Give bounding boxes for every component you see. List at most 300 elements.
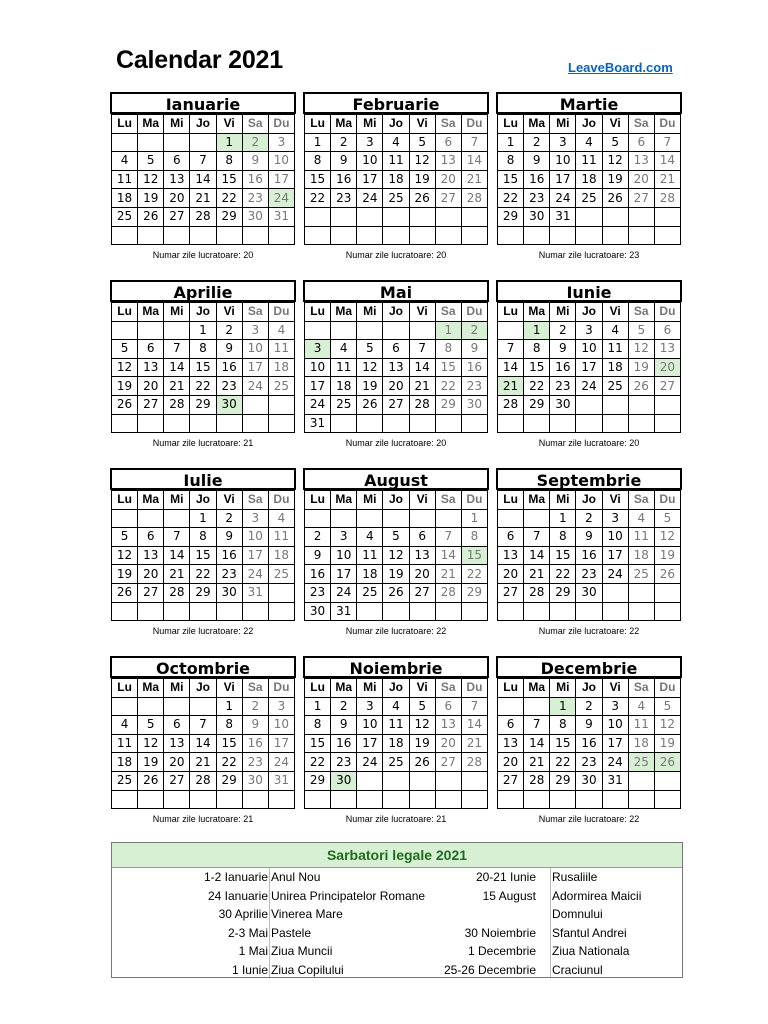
day-name: Ma — [138, 115, 164, 134]
empty-cell — [164, 414, 190, 433]
day-cell: 9 — [576, 528, 602, 547]
day-cell: 30 — [524, 207, 550, 226]
empty-cell — [357, 771, 383, 790]
day-cell: 8 — [216, 152, 242, 171]
day-name: Sa — [435, 303, 461, 322]
day-cell: 24 — [550, 189, 576, 208]
day-cell: 2 — [576, 509, 602, 528]
day-cell: 20 — [498, 565, 524, 584]
day-cell: 14 — [164, 546, 190, 565]
day-cell: 26 — [628, 377, 654, 396]
day-cell: 3 — [357, 697, 383, 716]
day-cell: 24 — [357, 189, 383, 208]
day-cell: 13 — [628, 152, 654, 171]
day-cell: 11 — [112, 734, 138, 753]
day-name: Ma — [331, 491, 357, 510]
empty-cell — [409, 771, 435, 790]
day-cell: 4 — [268, 509, 294, 528]
day-cell: 30 — [576, 583, 602, 602]
month-name: Februarie — [303, 92, 489, 114]
day-name: Sa — [242, 491, 268, 510]
holiday-row — [112, 924, 682, 943]
empty-cell — [242, 226, 268, 245]
day-cell: 27 — [409, 583, 435, 602]
empty-cell — [305, 509, 331, 528]
day-cell: 17 — [357, 734, 383, 753]
day-name: Vi — [602, 491, 628, 510]
month-name: Septembrie — [496, 468, 682, 490]
day-name: Jo — [190, 491, 216, 510]
month-mai — [304, 280, 488, 433]
day-cell: 26 — [654, 753, 680, 772]
day-cell: 2 — [331, 133, 357, 152]
empty-cell — [190, 790, 216, 809]
day-name: Vi — [216, 303, 242, 322]
day-cell: 24 — [305, 395, 331, 414]
day-cell: 14 — [190, 734, 216, 753]
day-cell: 6 — [498, 716, 524, 735]
empty-cell — [216, 226, 242, 245]
day-cell: 14 — [524, 546, 550, 565]
day-cell: 14 — [164, 358, 190, 377]
day-cell: 20 — [164, 189, 190, 208]
empty-cell — [138, 414, 164, 433]
empty-cell — [602, 602, 628, 621]
day-cell: 8 — [524, 340, 550, 359]
day-cell: 31 — [602, 771, 628, 790]
empty-cell — [654, 226, 680, 245]
day-name: Du — [268, 115, 294, 134]
month-septembrie — [497, 468, 681, 621]
day-cell: 29 — [216, 207, 242, 226]
working-days-count: Numar zile lucratoare: 20 — [345, 438, 447, 448]
day-cell: 23 — [242, 753, 268, 772]
day-cell: 16 — [242, 734, 268, 753]
day-cell: 29 — [216, 771, 242, 790]
day-cell: 21 — [461, 170, 487, 189]
empty-cell — [602, 414, 628, 433]
working-days-count: Numar zile lucratoare: 22 — [538, 626, 640, 636]
day-cell: 7 — [190, 716, 216, 735]
day-name: Jo — [576, 491, 602, 510]
day-name: Du — [654, 491, 680, 510]
empty-cell — [409, 321, 435, 340]
empty-cell — [461, 226, 487, 245]
month-name: Decembrie — [496, 656, 682, 678]
empty-cell — [357, 790, 383, 809]
empty-cell — [461, 790, 487, 809]
day-cell: 1 — [305, 697, 331, 716]
holiday-date: 2-3 Mai — [227, 925, 268, 940]
day-cell: 19 — [654, 546, 680, 565]
day-name: Vi — [216, 491, 242, 510]
day-cell: 12 — [654, 528, 680, 547]
empty-cell — [550, 790, 576, 809]
day-name: Mi — [357, 115, 383, 134]
day-name: Lu — [305, 679, 331, 698]
empty-cell — [331, 207, 357, 226]
day-cell: 13 — [164, 734, 190, 753]
day-cell: 24 — [331, 583, 357, 602]
day-cell: 20 — [138, 565, 164, 584]
day-cell: 5 — [409, 133, 435, 152]
day-cell: 11 — [576, 152, 602, 171]
empty-cell — [138, 133, 164, 152]
day-cell: 22 — [305, 189, 331, 208]
day-name: Ma — [331, 115, 357, 134]
holiday-date: 1 Decembrie — [467, 944, 536, 959]
month-februarie — [304, 92, 488, 245]
day-cell: 28 — [190, 207, 216, 226]
day-cell: 13 — [164, 170, 190, 189]
day-cell: 6 — [435, 697, 461, 716]
empty-cell — [138, 697, 164, 716]
day-cell: 26 — [654, 565, 680, 584]
day-cell: 27 — [138, 583, 164, 602]
day-cell: 26 — [357, 395, 383, 414]
day-name: Sa — [628, 115, 654, 134]
day-cell: 17 — [576, 358, 602, 377]
day-cell: 24 — [602, 565, 628, 584]
day-name: Mi — [357, 491, 383, 510]
empty-cell — [357, 321, 383, 340]
empty-cell — [435, 602, 461, 621]
empty-cell — [409, 207, 435, 226]
day-cell: 12 — [602, 152, 628, 171]
day-cell: 20 — [164, 753, 190, 772]
day-cell: 31 — [268, 207, 294, 226]
day-cell: 6 — [164, 716, 190, 735]
day-name: Jo — [383, 115, 409, 134]
holiday-date: 25-26 Decembrie — [443, 962, 536, 977]
page-title: Calendar 2021 — [116, 46, 283, 74]
day-cell: 30 — [242, 207, 268, 226]
day-cell: 5 — [654, 509, 680, 528]
empty-cell — [357, 602, 383, 621]
holiday-date: 15 August — [482, 888, 536, 903]
day-cell: 5 — [138, 152, 164, 171]
empty-cell — [524, 790, 550, 809]
day-cell: 6 — [435, 133, 461, 152]
month-name: August — [303, 468, 489, 490]
day-cell: 27 — [164, 207, 190, 226]
empty-cell — [383, 602, 409, 621]
day-cell: 29 — [461, 583, 487, 602]
day-cell: 20 — [409, 565, 435, 584]
day-name: Du — [654, 115, 680, 134]
empty-cell — [435, 226, 461, 245]
day-name: Mi — [164, 491, 190, 510]
empty-cell — [112, 697, 138, 716]
empty-cell — [112, 602, 138, 621]
day-cell: 24 — [268, 753, 294, 772]
day-cell: 6 — [383, 340, 409, 359]
empty-cell — [164, 226, 190, 245]
day-name: Sa — [628, 679, 654, 698]
day-cell: 23 — [331, 753, 357, 772]
day-cell: 15 — [190, 358, 216, 377]
day-cell: 4 — [628, 509, 654, 528]
day-cell: 1 — [216, 133, 242, 152]
month-aprilie — [111, 280, 295, 433]
day-cell: 30 — [331, 771, 357, 790]
empty-cell — [654, 207, 680, 226]
day-cell: 12 — [112, 546, 138, 565]
day-cell: 28 — [498, 395, 524, 414]
empty-cell — [112, 133, 138, 152]
empty-cell — [498, 509, 524, 528]
empty-cell — [112, 509, 138, 528]
day-cell: 6 — [138, 340, 164, 359]
empty-cell — [331, 226, 357, 245]
day-cell: 10 — [268, 716, 294, 735]
day-cell: 24 — [268, 189, 294, 208]
day-cell: 28 — [461, 189, 487, 208]
day-cell: 10 — [602, 716, 628, 735]
holiday-date: 1-2 Ianuarie — [203, 870, 268, 884]
day-cell: 21 — [164, 377, 190, 396]
holiday-name: Ziua Copilului — [271, 962, 344, 977]
day-cell: 28 — [409, 395, 435, 414]
day-cell: 9 — [550, 340, 576, 359]
empty-cell — [305, 321, 331, 340]
day-cell: 2 — [242, 697, 268, 716]
day-cell: 22 — [435, 377, 461, 396]
day-name: Vi — [409, 491, 435, 510]
day-cell: 5 — [112, 528, 138, 547]
empty-cell — [524, 602, 550, 621]
day-cell: 28 — [164, 583, 190, 602]
day-cell: 9 — [216, 340, 242, 359]
month-name: Aprilie — [110, 280, 296, 302]
day-cell: 6 — [409, 528, 435, 547]
empty-cell — [550, 226, 576, 245]
day-cell: 4 — [331, 340, 357, 359]
day-cell: 26 — [138, 207, 164, 226]
empty-cell — [216, 790, 242, 809]
empty-cell — [164, 509, 190, 528]
day-name: Sa — [435, 115, 461, 134]
day-cell: 29 — [550, 771, 576, 790]
empty-cell — [112, 226, 138, 245]
day-cell: 23 — [576, 753, 602, 772]
empty-cell — [242, 602, 268, 621]
day-cell: 30 — [216, 395, 242, 414]
day-cell: 23 — [576, 565, 602, 584]
day-cell: 27 — [138, 395, 164, 414]
day-cell: 8 — [305, 152, 331, 171]
day-cell: 1 — [216, 697, 242, 716]
day-cell: 18 — [383, 734, 409, 753]
day-name: Sa — [435, 491, 461, 510]
day-cell: 7 — [190, 152, 216, 171]
day-cell: 9 — [242, 716, 268, 735]
empty-cell — [576, 226, 602, 245]
day-cell: 7 — [654, 133, 680, 152]
empty-cell — [461, 771, 487, 790]
day-cell: 24 — [242, 377, 268, 396]
empty-cell — [268, 602, 294, 621]
working-days-count: Numar zile lucratoare: 22 — [345, 626, 447, 636]
day-cell: 13 — [654, 340, 680, 359]
day-cell: 17 — [602, 546, 628, 565]
day-cell: 15 — [550, 734, 576, 753]
day-cell: 6 — [138, 528, 164, 547]
empty-cell — [190, 226, 216, 245]
day-name: Mi — [357, 303, 383, 322]
leaveboard-link[interactable]: LeaveBoard.com — [568, 60, 673, 75]
day-cell: 13 — [435, 716, 461, 735]
empty-cell — [357, 414, 383, 433]
day-cell: 2 — [216, 321, 242, 340]
empty-cell — [164, 697, 190, 716]
holiday-name: Adormirea Maicii — [552, 888, 642, 903]
holiday-name: Ziua Muncii — [271, 944, 333, 959]
day-cell: 23 — [524, 189, 550, 208]
empty-cell — [164, 602, 190, 621]
day-cell: 21 — [409, 377, 435, 396]
day-cell: 27 — [383, 395, 409, 414]
day-cell: 22 — [461, 565, 487, 584]
day-cell: 3 — [268, 133, 294, 152]
day-cell: 1 — [435, 321, 461, 340]
day-cell: 11 — [602, 340, 628, 359]
day-cell: 28 — [524, 583, 550, 602]
day-cell: 6 — [164, 152, 190, 171]
empty-cell — [435, 207, 461, 226]
day-name: Du — [654, 303, 680, 322]
day-cell: 7 — [461, 133, 487, 152]
empty-cell — [305, 207, 331, 226]
empty-cell — [383, 321, 409, 340]
holiday-name: Anul Nou — [271, 870, 321, 884]
day-cell: 8 — [550, 528, 576, 547]
day-cell: 14 — [435, 546, 461, 565]
day-cell: 25 — [112, 771, 138, 790]
day-cell: 1 — [498, 133, 524, 152]
day-cell: 5 — [654, 697, 680, 716]
day-cell: 29 — [190, 395, 216, 414]
empty-cell — [331, 414, 357, 433]
day-cell: 22 — [498, 189, 524, 208]
day-cell: 25 — [628, 565, 654, 584]
day-cell: 13 — [409, 546, 435, 565]
day-cell: 2 — [524, 133, 550, 152]
day-name: Lu — [305, 115, 331, 134]
empty-cell — [628, 583, 654, 602]
month-iulie — [111, 468, 295, 621]
empty-cell — [602, 207, 628, 226]
day-cell: 16 — [216, 546, 242, 565]
empty-cell — [138, 321, 164, 340]
holiday-name: Pastele — [271, 925, 312, 940]
day-cell: 7 — [524, 716, 550, 735]
day-cell: 14 — [498, 358, 524, 377]
day-cell: 2 — [242, 133, 268, 152]
day-cell: 6 — [654, 321, 680, 340]
day-cell: 21 — [524, 565, 550, 584]
day-cell: 21 — [435, 565, 461, 584]
holiday-row — [112, 905, 682, 924]
day-cell: 22 — [216, 753, 242, 772]
day-name: Ma — [524, 491, 550, 510]
empty-cell — [628, 226, 654, 245]
day-cell: 3 — [331, 528, 357, 547]
day-cell: 16 — [524, 170, 550, 189]
day-cell: 16 — [305, 565, 331, 584]
day-name: Ma — [524, 679, 550, 698]
day-cell: 7 — [435, 528, 461, 547]
day-cell: 14 — [654, 152, 680, 171]
day-cell: 7 — [409, 340, 435, 359]
day-cell: 3 — [602, 697, 628, 716]
day-cell: 26 — [409, 753, 435, 772]
day-cell: 2 — [305, 528, 331, 547]
month-martie — [497, 92, 681, 245]
empty-cell — [654, 602, 680, 621]
working-days-count: Numar zile lucratoare: 21 — [345, 814, 447, 824]
day-cell: 27 — [435, 753, 461, 772]
day-cell: 31 — [550, 207, 576, 226]
day-cell: 16 — [461, 358, 487, 377]
empty-cell — [409, 509, 435, 528]
day-name: Du — [461, 115, 487, 134]
empty-cell — [628, 395, 654, 414]
day-cell: 28 — [435, 583, 461, 602]
day-cell: 17 — [242, 358, 268, 377]
day-name: Lu — [498, 679, 524, 698]
empty-cell — [498, 790, 524, 809]
day-cell: 3 — [576, 321, 602, 340]
day-cell: 4 — [628, 697, 654, 716]
day-cell: 3 — [242, 321, 268, 340]
working-days-count: Numar zile lucratoare: 23 — [538, 250, 640, 260]
day-cell: 12 — [357, 358, 383, 377]
day-name: Vi — [602, 115, 628, 134]
day-cell: 3 — [268, 697, 294, 716]
empty-cell — [383, 207, 409, 226]
empty-cell — [242, 395, 268, 414]
empty-cell — [305, 226, 331, 245]
empty-cell — [383, 771, 409, 790]
empty-cell — [498, 414, 524, 433]
holiday-date: 30 Noiembrie — [464, 925, 536, 940]
holiday-row — [112, 887, 682, 906]
empty-cell — [576, 602, 602, 621]
day-cell: 17 — [331, 565, 357, 584]
working-days-count: Numar zile lucratoare: 20 — [345, 250, 447, 260]
month-name: Octombrie — [110, 656, 296, 678]
day-cell: 7 — [498, 340, 524, 359]
day-cell: 26 — [138, 771, 164, 790]
day-name: Lu — [498, 303, 524, 322]
day-cell: 8 — [550, 716, 576, 735]
day-cell: 23 — [461, 377, 487, 396]
day-cell: 5 — [357, 340, 383, 359]
day-cell: 5 — [112, 340, 138, 359]
empty-cell — [498, 697, 524, 716]
empty-cell — [383, 414, 409, 433]
empty-cell — [357, 207, 383, 226]
day-cell: 9 — [331, 152, 357, 171]
empty-cell — [383, 226, 409, 245]
day-cell: 8 — [190, 340, 216, 359]
day-name: Lu — [305, 303, 331, 322]
day-cell: 18 — [628, 546, 654, 565]
day-name: Vi — [602, 303, 628, 322]
empty-cell — [524, 226, 550, 245]
empty-cell — [268, 414, 294, 433]
